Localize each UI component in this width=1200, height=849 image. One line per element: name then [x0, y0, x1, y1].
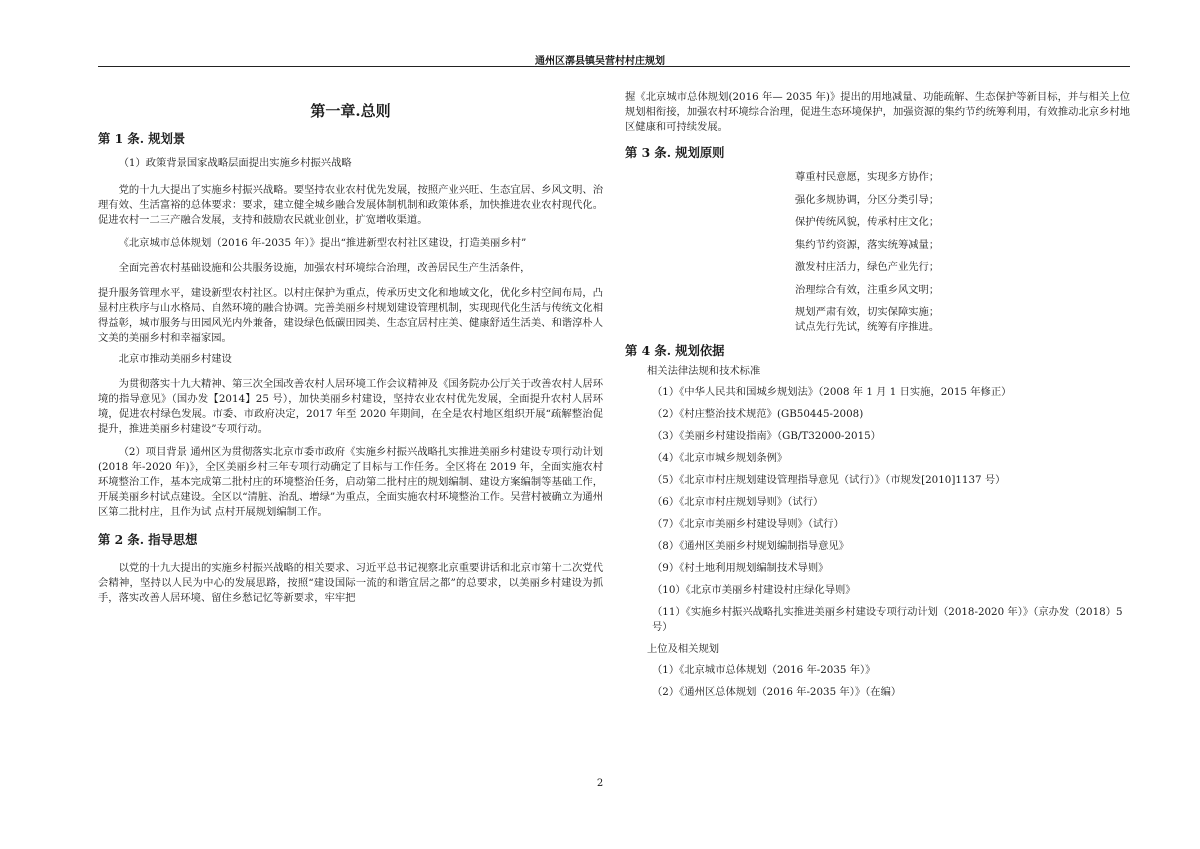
basis-item: （2）《村庄整治技术规范》(GB50445-2008) [652, 407, 864, 420]
paragraph-service-management: 提升服务管理水平，建设新型农村社区。以村庄保护为重点，传承历史文化和地域文化，优化乡村空间布局，凸显村庄秩序与山水格局、自然环境的融合协调。完善美丽乡村规划建设管理机制，实现现代化生活与传统文化相得益彰，城市服务与田园风光内外兼备，建设绿色低碳田园美、生态宜居村庄美、健康舒适生活美、和谐淳朴人文美的美丽乡村和幸福家园。 [98, 287, 603, 344]
article-3-title: 第 3 条. 规划原则 [625, 145, 725, 160]
basis-item: （8）《通州区美丽乡村规划编制指导意见》 [652, 539, 850, 552]
upper-plan-item: （1）《北京城市总体规划（2016 年-2035 年）》 [652, 663, 876, 676]
basis-item: （1）《中华人民共和国城乡规划法》（2008 年 1 月 1 日实施，2015 年修正） [652, 385, 1012, 398]
upper-plan-item: （2）《通州区总体规划（2016 年-2035 年）》（在编） [652, 685, 902, 698]
upper-plans-heading: 上位及相关规划 [647, 642, 720, 655]
paragraph-infrastructure: 全面完善农村基础设施和公共服务设施，加强农村环境综合治理，改善居民生产生活条件， [118, 262, 531, 274]
basis-item: （7）《北京市美丽乡村建设导则》（试行） [652, 517, 844, 530]
principle-item: 激发村庄活力，绿色产业先行； [795, 261, 940, 273]
principle-item: 规划严肃有效，切实保障实施； [795, 306, 940, 318]
page-number: 2 [596, 778, 604, 789]
chapter-title: 第一章.总则 [310, 102, 391, 120]
article-1-title: 第 1 条. 规划景 [98, 131, 186, 146]
basis-item: （6）《北京市村庄规划导则》（试行） [652, 495, 824, 508]
principle-item: 集约节约资源，落实统筹减量； [795, 238, 940, 251]
paragraph-special-action: 为贯彻落实十九大精神、第三次全国改善农村人居环境工作会议精神及《国务院办公厅关于改善农村人居环境的指导意见》（国办发【2014】25 号），加快美丽乡村建设，坚持农业农村优先发展，全面提升农村人居环境，促进农村绿色发展。市委、市政府决定，2017 年至 2020 年期间，在全是农村地区组织开展“疏解整治促提升，推进美丽乡村建设”专项行动。 [98, 378, 603, 435]
basis-item: （10）《北京市美丽乡村建设村庄绿化导则》 [652, 583, 856, 596]
article-4-title: 第 4 条. 规划依据 [625, 342, 725, 358]
principle-item: 强化多规协调，分区分类引导； [795, 193, 940, 206]
principles-list [795, 170, 1130, 335]
principle-item: 尊重村民意愿，实现多方协作； [795, 171, 940, 183]
basis-item: （9）《村土地利用规划编制技术导则》 [652, 561, 829, 574]
principle-item: 试点先行先试，统筹有序推进。 [795, 321, 940, 333]
paragraph-beijing-promotion: 北京市推动美丽乡村建设 [118, 353, 232, 365]
principle-item: 治理综合有效，注重乡风文明； [795, 283, 940, 296]
paragraph-master-plan-quote: 《北京城市总体规划（2016 年-2035 年）》提出“推进新型农村社区建设，打造美丽乡村” [118, 237, 527, 249]
right-column [625, 90, 1130, 707]
paragraph-rural-revitalization: 党的十九大提出了实施乡村振兴战略。要坚持农业农村优先发展，按照产业兴旺、生态宜居、乡风文明、治理有效、生活富裕的总体要求：要求，建立健全城乡融合发展体制机制和政策体系，加快推进农业农村现代化。促进农村一二三产融合发展，支持和鼓励农民就业创业，扩宽增收渠道。 [98, 184, 603, 226]
basis-item: （3）《美丽乡村建设指南》（GB/T32000-2015） [652, 429, 881, 442]
paragraph-guiding-thought: 以党的十九大提出的实施乡村振兴战略的相关要求、习近平总书记视察北京重要讲话和北京市第十二次党代会精神，坚持以人民为中心的发展思路，按照“建设国际一流的和谐宜居之都”的总要求，以美丽乡村建设为抓手，落实改善人居环境、留住乡愁记忆等新要求，牢牢把 [98, 562, 603, 604]
page-header-title: 通州区漷县镇吴营村村庄规划 [535, 56, 665, 67]
paragraph-continuation: 握《北京城市总体规划(2016 年— 2035 年)》提出的用地减量、功能疏解、生态保护等新目标，并与相关上位规划相衔接，加强农村环境综合治理，促进生态环境保护，加强资源的集约节约统筹利用，有效推动北京乡村地区健康和可持续发展。 [625, 91, 1130, 133]
laws-standards-heading: 相关法律法规和技术标准 [647, 364, 761, 377]
header-rule [98, 66, 1130, 67]
basis-item: （4）《北京市城乡规划条例》 [652, 451, 788, 464]
article-2-title: 第 2 条. 指导思想 [98, 532, 198, 547]
paragraph-project-background: （2）项目背景 通州区为贯彻落实北京市委市政府《实施乡村振兴战略扎实推进美丽乡村建设专项行动计划(2018 年-2020 年)》，全区美丽乡村三年专项行动确定了目标与工作任务。全区将在 2019 年，全面实施农村环境整治工作，基本完成第二批村庄的环境整治任务，启动第二批村庄的规划编制、建设方案编制等基础工作，开展美丽乡村试点建设。全区以“清脏、治乱、增绿”为重点，全面实施农村环境整治工作。吴营村被确立为通州区第二批村庄，且作为试 点村开展规划编制工作。 [98, 446, 603, 518]
paragraph-policy-background: （1）政策背景国家战略层面提出实施乡村振兴战略 [118, 157, 352, 169]
left-column [98, 90, 603, 606]
basis-item: （11）《实施乡村振兴战略扎实推进美丽乡村建设专项行动计划（2018-2020 年）》（京办发（2018）5 号） [652, 605, 1123, 633]
basis-item: （5）《北京市村庄规划建设管理指导意见（试行）》（市规发[2010]1137 号） [652, 473, 1006, 486]
principle-item: 保护传统风貌，传承村庄文化； [795, 216, 940, 228]
